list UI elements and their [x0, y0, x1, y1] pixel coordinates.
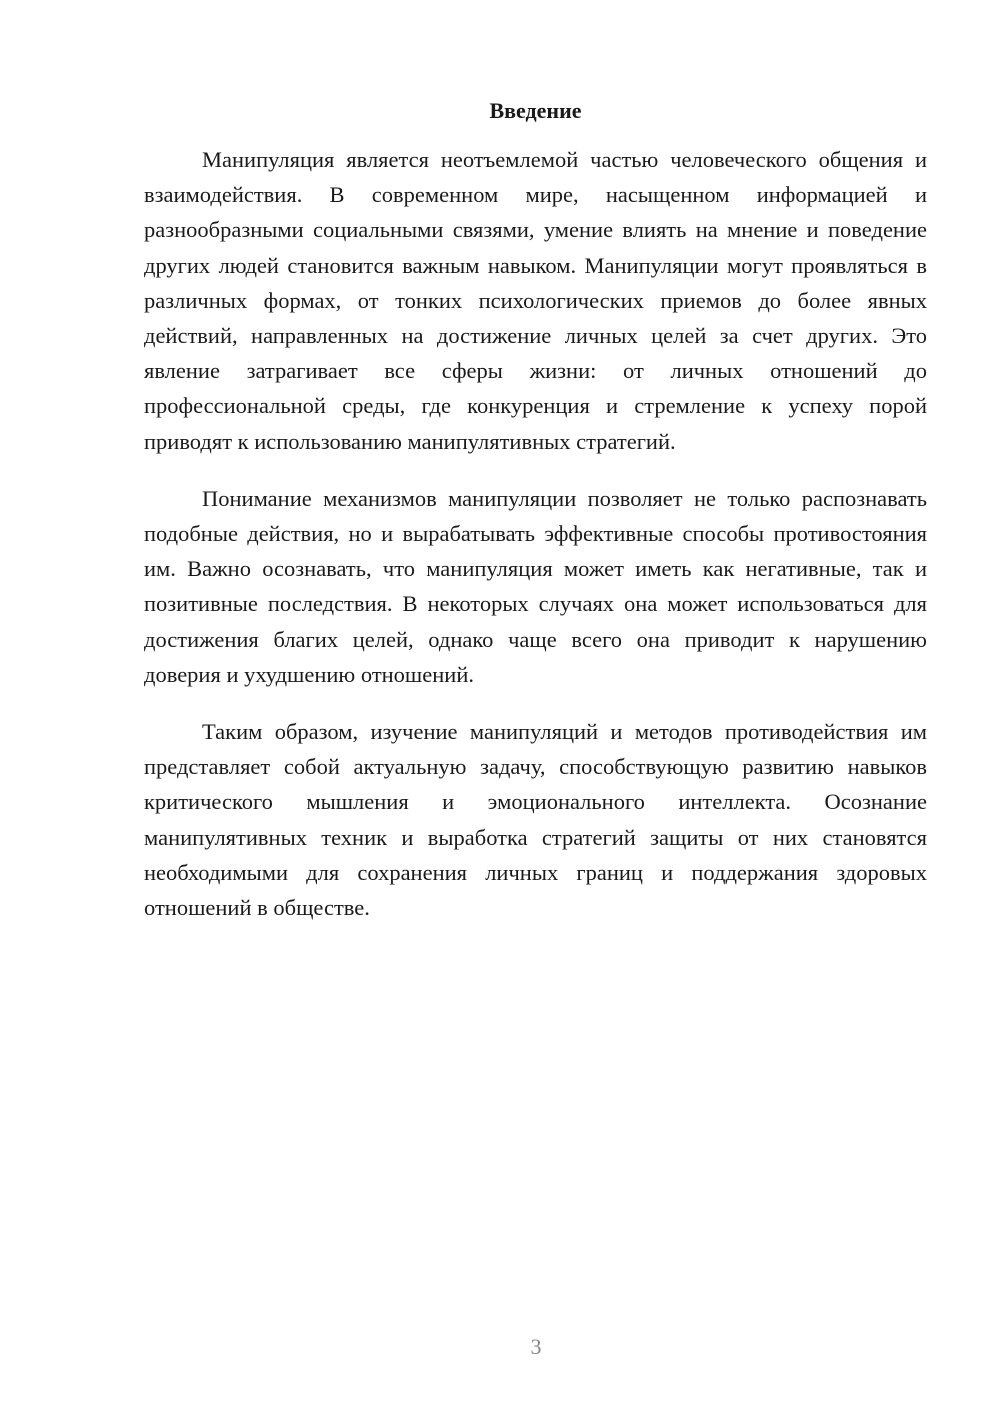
- paragraph: Манипуляция является неотъемлемой частью человеческого общения и взаимодействия. В современном мире, насыщенном информацией и разнообразными социальными связями, умение влиять на мнение и поведение других людей становится важным навыком. Манипуляции могут проявляться в различных формах, от тонких психологических приемов до более явных действий, направленных на достижение личных целей за счет других. Это явление затрагивает все сферы жизни: от личных отношений до профессиональной среды, где конкуренция и стремление к успеху порой приводят к использованию манипулятивных стратегий.: [144, 147, 927, 454]
- page-number: 3: [530, 1334, 542, 1359]
- body-text: [144, 142, 927, 947]
- section-heading: Введение: [489, 98, 582, 123]
- paragraph: Таким образом, изучение манипуляций и методов противодействия им представляет собой актуальную задачу, способствующую развитию навыков критического мышления и эмоционального интеллекта. Осознание манипулятивных техник и выработка стратегий защиты от них становятся необходимыми для сохранения личных границ и поддержания здоровых отношений в обществе.: [144, 719, 927, 921]
- paragraph: Понимание механизмов манипуляции позволяет не только распознавать подобные действия, но и вырабатывать эффективные способы противостояния им. Важно осознавать, что манипуляция может иметь как негативные, так и позитивные последствия. В некоторых случаях она может использоваться для достижения благих целей, однако чаще всего она приводит к нарушению доверия и ухудшению отношений.: [144, 485, 927, 687]
